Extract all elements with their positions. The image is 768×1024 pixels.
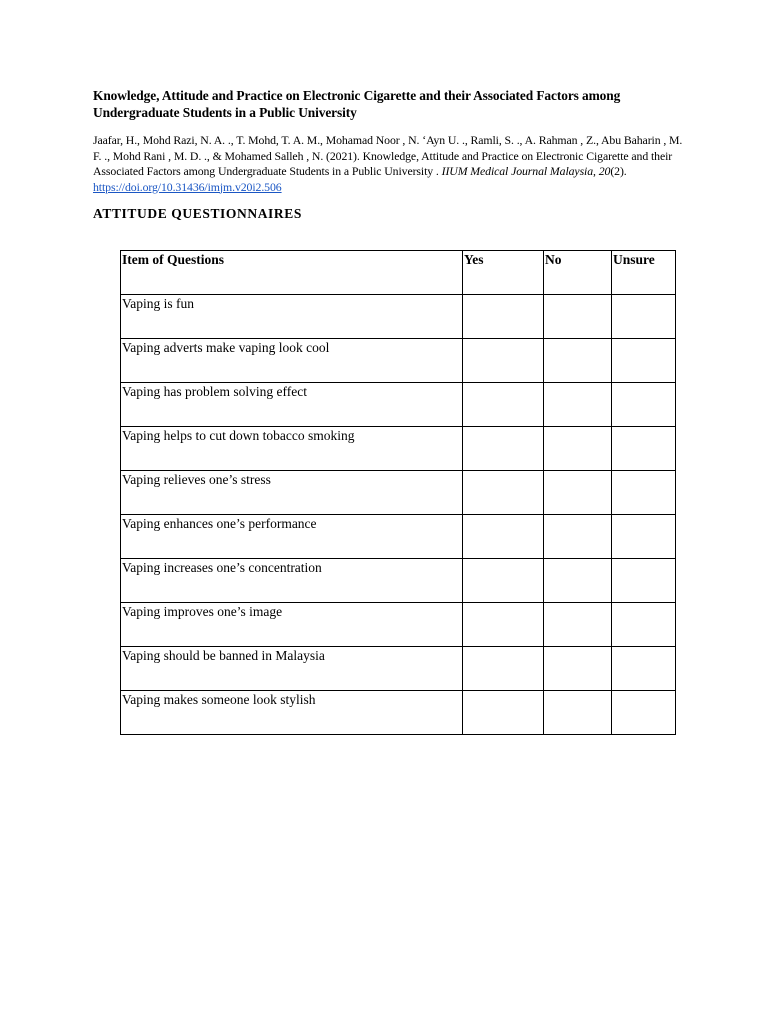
table-row (121, 603, 676, 647)
answer-cell-no[interactable] (544, 559, 612, 603)
question-text: Vaping enhances one’s performance (121, 515, 463, 559)
answer-cell-yes[interactable] (463, 691, 544, 735)
table-row (121, 427, 676, 471)
answer-cell-unsure[interactable] (612, 603, 676, 647)
question-rows (121, 295, 676, 735)
section-heading: ATTITUDE QUESTIONNAIRES (93, 206, 302, 221)
answer-cell-no[interactable] (544, 383, 612, 427)
header-no: No (544, 251, 612, 295)
answer-cell-unsure[interactable] (612, 295, 676, 339)
citation-authors: Jaafar, H., Mohd Razi, N. A. ., T. Mohd, T. A. M., Mohamad Noor , N. ‘Ayn U. ., Ramli, S. ., A. Rahman , Z., Abu Baharin , M. F. ., Mohd Rani , M. D. ., & Mohamed Salleh , N. (2021). Knowledge, Attitude and Practice on Electronic Cigarette and their Associated Factors among Undergraduate Students in a Public University . (93, 133, 683, 178)
answer-cell-unsure[interactable] (612, 559, 676, 603)
table-row (121, 339, 676, 383)
header-unsure: Unsure (612, 251, 676, 295)
answer-cell-yes[interactable] (463, 471, 544, 515)
table-row (121, 383, 676, 427)
attitude-questionnaire-table (120, 250, 676, 735)
citation (93, 133, 683, 195)
question-text: Vaping increases one’s concentration (121, 559, 463, 603)
answer-cell-yes[interactable] (463, 559, 544, 603)
table-row (121, 295, 676, 339)
answer-cell-yes[interactable] (463, 339, 544, 383)
answer-cell-unsure[interactable] (612, 647, 676, 691)
citation-comma: , (593, 164, 599, 178)
question-text: Vaping helps to cut down tobacco smoking (121, 427, 463, 471)
table-row (121, 515, 676, 559)
question-text: Vaping is fun (121, 295, 463, 339)
answer-cell-unsure[interactable] (612, 383, 676, 427)
question-text: Vaping improves one’s image (121, 603, 463, 647)
citation-journal: IIUM Medical Journal Malaysia (441, 164, 594, 178)
answer-cell-no[interactable] (544, 339, 612, 383)
answer-cell-yes[interactable] (463, 383, 544, 427)
answer-cell-no[interactable] (544, 295, 612, 339)
answer-cell-no[interactable] (544, 427, 612, 471)
doi-link[interactable]: https://doi.org/10.31436/imjm.v20i2.506 (93, 179, 282, 194)
table-row (121, 471, 676, 515)
answer-cell-yes[interactable] (463, 427, 544, 471)
answer-cell-no[interactable] (544, 603, 612, 647)
table-header-row (121, 251, 676, 295)
answer-cell-no[interactable] (544, 515, 612, 559)
document-title: Knowledge, Attitude and Practice on Electronic Cigarette and their Associated Factors among Undergraduate Students in a Public University (93, 88, 621, 120)
answer-cell-yes[interactable] (463, 647, 544, 691)
answer-cell-no[interactable] (544, 691, 612, 735)
header-yes: Yes (463, 251, 544, 295)
answer-cell-yes[interactable] (463, 515, 544, 559)
answer-cell-yes[interactable] (463, 603, 544, 647)
citation-issue: (2). (610, 164, 627, 178)
citation-volume: 20 (598, 164, 611, 178)
table-row (121, 559, 676, 603)
table-row (121, 647, 676, 691)
header-item-of-questions: Item of Questions (121, 251, 463, 295)
answer-cell-unsure[interactable] (612, 471, 676, 515)
answer-cell-no[interactable] (544, 647, 612, 691)
question-text: Vaping relieves one’s stress (121, 471, 463, 515)
answer-cell-yes[interactable] (463, 295, 544, 339)
answer-cell-unsure[interactable] (612, 339, 676, 383)
question-text: Vaping adverts make vaping look cool (121, 339, 463, 383)
question-text: Vaping has problem solving effect (121, 383, 463, 427)
answer-cell-unsure[interactable] (612, 515, 676, 559)
question-text: Vaping makes someone look stylish (121, 691, 463, 735)
table-row (121, 691, 676, 735)
answer-cell-unsure[interactable] (612, 427, 676, 471)
answer-cell-unsure[interactable] (612, 691, 676, 735)
answer-cell-no[interactable] (544, 471, 612, 515)
question-text: Vaping should be banned in Malaysia (121, 647, 463, 691)
